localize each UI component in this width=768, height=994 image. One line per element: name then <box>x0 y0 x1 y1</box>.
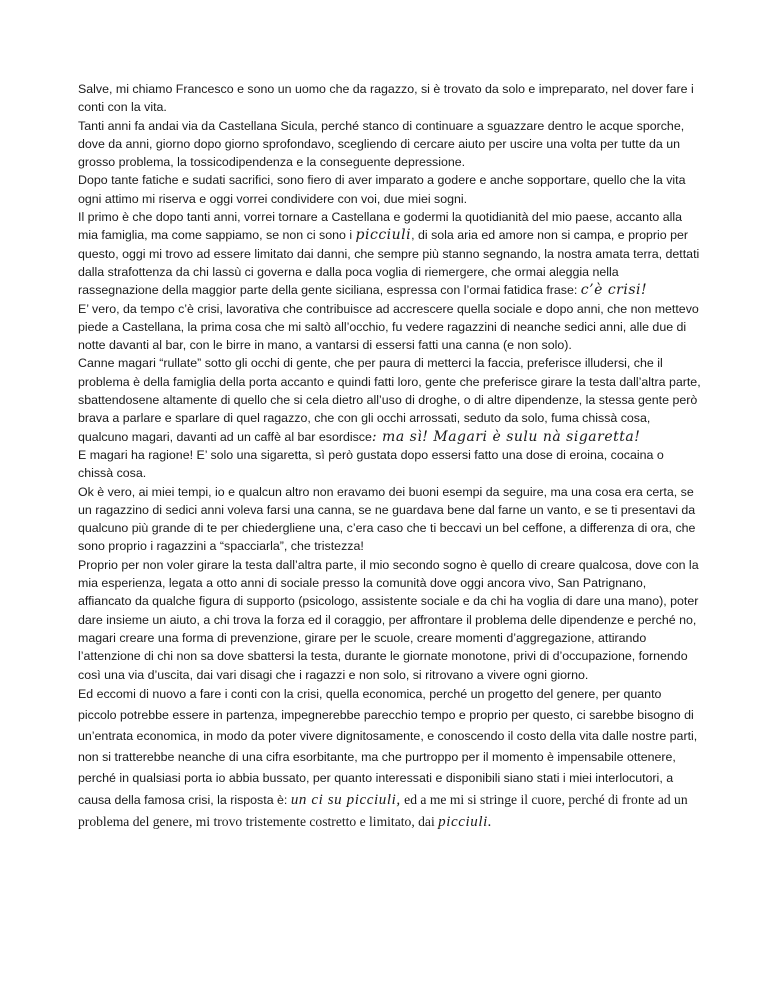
sigaretta-quote: : ma sì! Magari è sulu nà sigaretta! <box>371 428 641 445</box>
economic-text-a: Ed eccomi di nuovo a fare i conti con la crisi, quella economica, perché un progetto del genere, per quanto piccolo potrebbe essere in partenza, impegnerebbe parecchio tempo e proprio per questo, ci sarebbe bisogno di un’entrata economica, in modo da poter vivere dignitosamente, e conoscendo il costo della vita dalle nostre parti, non si tratterebbe neanche di una cifra esorbitante, ma che purtroppo per il momento è impensabile ottenere, perché in qualsiasi porta io abbia bussato, per quanto interessati e disponibili siano stati i miei interlocutori, a causa della famosa crisi, la risposta è: <box>78 686 698 807</box>
paragraph-first-dream <box>78 208 702 299</box>
picciuli-word: picciuli <box>355 227 412 244</box>
paragraph-crisis: E’ vero, da tempo c’è crisi, lavorativa che contribuisce ad accrescere quella sociale e dopo anni, che non mettevo piede a Castellana, la prima cosa che mi saltò all’occhio, fu vedere ragazzini di neanche sedici anni, alle due di notte davanti al bar, con le birre in mano, a vantarsi di essersi fatti una canna (e non solo). <box>78 301 699 353</box>
economic-text-b: ed a me mi si stringe il cuore, perché di fronte ad un problema del genere, mi trovo tristemente costretto e limitato, dai <box>78 791 688 829</box>
first-dream-text-b: , di sola aria ed amore non si campa, e proprio per questo, oggi mi trovo ad essere limitato dai danni, che sempre più stanno segnando, la nostra amata terra, dettati dalla strafottenza da chi lassù ci governa e dalla poca voglia di riemergere, che ormai aleggia nella rassegnazione della maggior parte della gente siciliana, espressa con l’ormai fatidica frase: <box>78 228 700 298</box>
paragraph-economic-crisis <box>78 684 702 833</box>
paragraph-pride: Dopo tante fatiche e sudati sacrifici, sono fiero di aver imparato a godere e anche sopportare, quello che la vita ogni attimo mi riserva e oggi vorrei condividere con voi, due miei sogni. <box>78 173 686 206</box>
unci-phrase: un ci su picciuli, <box>290 791 401 808</box>
first-dream-text-a: Il primo è che dopo tanti anni, vorrei tornare a Castellana e godermi la quotidianità del mio paese, accanto alla mia famiglia, ma come sappiamo, se non ci sono i <box>78 210 683 243</box>
paragraph-canne <box>78 354 702 445</box>
picciuli-final-word: picciuli. <box>438 813 493 830</box>
paragraph-ragione: E magari ha ragione! E’ solo una sigaretta, sì però gustata dopo essersi fatto una dose di eroina, cocaina o chissà cosa. <box>78 447 664 481</box>
paragraph-miei-tempi: Ok è vero, ai miei tempi, io e qualcun altro non eravamo dei buoni esempi da seguire, ma una cosa era certa, se un ragazzino di sedici anni voleva farsi una canna, se ne guardava bene dal farne un vanto, e se ti presentavi da qualcuno più grande di te per chiedergliene una, c’era caso che ti beccavi un bel ceffone, a differenza di ora, che sono proprio i ragazzini a “spacciarla”, che tristezza! <box>78 484 696 554</box>
paragraph-departure: Tanti anni fa andai via da Castellana Sicula, perché stanco di continuare a sguazzare dentro le acque sporche, dove da anni, giorno dopo giorno sprofondavo, scegliendo di cercare aiuto per uscire una volta per tutte da un grosso problema, la tossicodipendenza e la conseguente depressione. <box>78 118 685 170</box>
paragraph-intro: Salve, mi chiamo Francesco e sono un uomo che da ragazzo, si è trovato da solo e impreparato, nel dover fare i conti con la vita. <box>78 82 694 115</box>
document-body <box>78 80 702 833</box>
canne-text: Canne magari “rullate” sotto gli occhi di gente, che per paura di metterci la faccia, preferisce illudersi, che il problema è della famiglia della porta accanto e quindi fatti loro, gente che preferisce girare la testa dall’altra parte, sbattendosene altamente di quello che si cela dietro all’uso di droghe, o di altre dipendenze, la stessa gente però brava a parlare e sparlare di quel ragazzo, che con gli occhi arrossati, seduto da solo, fuma chissà cosa, qualcuno magari, davanti ad un caffè al bar esordisce <box>78 356 701 444</box>
paragraph-second-dream: Proprio per non voler girare la testa dall’altra parte, il mio secondo sogno è quello di creare qualcosa, dove con la mia esperienza, legata a otto anni di sociale presso la comunità dove oggi ancora vivo, San Patrignano, affiancato da qualche figura di supporto (psicologo, assistente sociale e da chi ha voglia di dare una mano), poter dare insieme un aiuto, a chi trova la forza ed il coraggio, per affrontare il problema delle dipendenze e perché no, magari creare una forma di prevenzione, girare per le scuole, creare momenti d’aggregazione, attirando l’attenzione di chi non sa dove sbattersi la testa, durante le giornate monotone, privi di d’occupazione, fornendo così una via d’uscita, dai vari disagi che i ragazzi e non solo, si ritrovano a vivere ogni giorno. <box>78 557 699 682</box>
crisi-phrase: c’è crisi! <box>580 282 648 299</box>
